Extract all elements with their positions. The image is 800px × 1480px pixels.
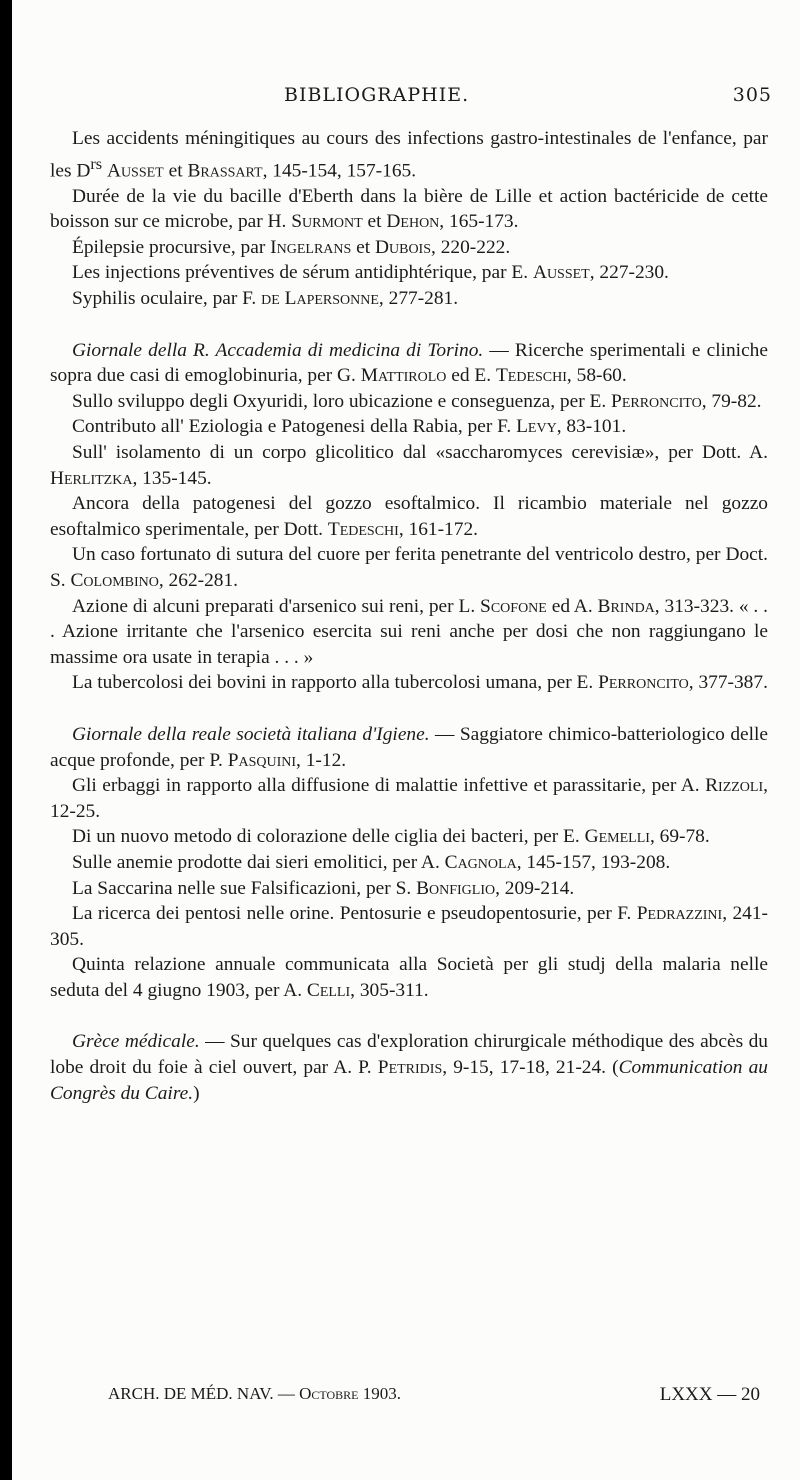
author-name: Pedrazzini xyxy=(636,903,723,925)
bib-entry: Sulle anemie prodotte dai sieri emolitici, per A. Cagnola, 145-157, 193-208. xyxy=(72,851,671,873)
page-number: 305 xyxy=(732,84,772,106)
author-name: Perroncito xyxy=(611,390,702,412)
bib-entry: Azione di alcuni preparati d'arsenico sui reni, per L. Scofone ed A. Brinda, 313-323. « . . . Azione irritante che l'arsenico esercita sui reni anche per dosi che non raggiungano le massime ora usate in terapia . . . » xyxy=(50,595,768,668)
bib-entry: Di un nuovo metodo di colorazione delle ciglia dei bacteri, per E. Gemelli, 69-78. xyxy=(72,826,710,848)
bib-entry: La ricerca dei pentosi nelle orine. Pentosurie e pseudopentosurie, per F. Pedrazzini, 241-305. xyxy=(50,903,768,950)
author-name: Perroncito xyxy=(598,672,689,694)
volume-signature: LXXX — 20 xyxy=(659,1384,760,1405)
author-name: Dehon xyxy=(386,211,440,233)
bib-entry: Giornale della R. Accademia di medicina di Torino. — Ricerche sperimentali e cliniche sopra due casi di emoglobinuria, per G. Mattirolo ed E. Tedeschi, 58-60. xyxy=(50,339,768,387)
bib-entry: Grèce médicale. — Sur quelques cas d'exploration chirurgicale méthodique des abcès du lobe droit du foie à ciel ouvert, par A. P. Petridis, 9-15, 17-18, 21-24. (Communication au Congrès du Caire.) xyxy=(50,1031,768,1104)
author-name: Bonfiglio xyxy=(416,877,496,899)
bib-entry: Les accidents méningitiques au cours des infections gastro-intestinales de l'enfance, par les $D^{rs}$ Ausset et Brassart, 145-154, 157-165. xyxy=(50,128,768,182)
author-name: Levy xyxy=(516,416,557,438)
author-name: Tedeschi xyxy=(495,365,567,387)
journal-title: Grèce médicale. xyxy=(72,1031,200,1053)
page-footer xyxy=(108,1384,760,1404)
bib-entry: Sullo sviluppo degli Oxyuridi, loro ubicazione e conseguenza, per E. Perroncito, 79-82. xyxy=(72,390,762,412)
bib-entry: Syphilis oculaire, par F. de Lapersonne, 277-281. xyxy=(72,288,459,310)
author-name: Ausset xyxy=(106,160,164,182)
bib-entry: Un caso fortunato di sutura del cuore per ferita penetrante del ventricolo destro, per Doct. S. Colombino, 262-281. xyxy=(50,544,768,591)
bib-entry: Giornale della reale società italiana d'Igiene. — Saggiatore chimico-batteriologico delle acque profonde, per P. Pasquini, 1-12. xyxy=(50,723,768,771)
running-header xyxy=(284,84,772,106)
document-page xyxy=(12,0,800,1480)
author-name: de Lapersonne xyxy=(261,288,379,310)
bibliography-body xyxy=(50,126,768,1106)
journal-title: Giornale della R. Accademia di medicina di Torino. xyxy=(72,339,484,361)
author-name: Cagnola xyxy=(444,851,517,873)
bib-entry: Quinta relazione annuale communicata alla Società per gli studj della malaria nelle seduta del 4 giugno 1903, per A. Celli, 305-311. xyxy=(50,954,768,1001)
bib-entry: Contributo all' Eziologia e Patogenesi della Rabia, per F. Levy, 83-101. xyxy=(72,416,627,438)
bib-entry: Durée de la vie du bacille d'Eberth dans la bière de Lille et action bactéricide de cette boisson sur ce microbe, par H. Surmont et Dehon, 165-173. xyxy=(50,185,768,233)
bib-entry: Gli erbaggi in rapporto alla diffusione di malattie infettive et parassitarie, per A. Rizzoli, 12-25. xyxy=(50,775,768,822)
author-name: Colombino xyxy=(70,569,159,591)
bib-entry: La Saccarina nelle sue Falsificazioni, per S. Bonfiglio, 209-214. xyxy=(72,877,575,899)
author-name: Ingelrans xyxy=(270,236,352,258)
author-name: Ausset xyxy=(532,262,590,284)
author-name: Petridis xyxy=(377,1057,443,1079)
header-title: BIBLIOGRAPHIE. xyxy=(284,84,470,106)
bib-entry: Ancora della patogenesi del gozzo esoftalmico. Il ricambio materiale nel gozzo esoftalmico sperimentale, per Dott. Tedeschi, 161-172. xyxy=(50,493,768,540)
author-name: Brinda xyxy=(597,595,655,617)
bib-entry: La tubercolosi dei bovini in rapporto alla tubercolosi umana, per E. Perroncito, 377-387. xyxy=(72,672,768,694)
author-name: Mattirolo xyxy=(360,365,447,387)
author-name: Herlitzka xyxy=(50,467,133,489)
bib-entry: Épilepsie procursive, par Ingelrans et Dubois, 220-222. xyxy=(72,236,511,258)
author-name: Scofone xyxy=(480,595,547,617)
author-name: Dubois xyxy=(375,236,432,258)
author-name: Celli xyxy=(306,979,351,1001)
citation-note: Communication au Congrès du Caire. xyxy=(50,1057,768,1104)
author-name: Pasquini xyxy=(227,749,297,771)
author-name: Rizzoli xyxy=(705,775,764,797)
author-name: Tedeschi xyxy=(327,518,399,540)
footer-left: ARCH. DE MÉD. NAV. — Octobre 1903. xyxy=(108,1384,402,1403)
author-name: Surmont xyxy=(291,211,363,233)
bib-entry: Les injections préventives de sérum antidiphtérique, par E. Ausset, 227-230. xyxy=(72,262,669,284)
journal-title: Giornale della reale società italiana d'Igiene. xyxy=(72,723,430,745)
bib-entry: Sull' isolamento di un corpo glicolitico dal «saccharomyces cerevisiæ», per Dott. A. Herlitzka, 135-145. xyxy=(50,442,768,489)
author-name: Gemelli xyxy=(584,826,650,848)
author-name: Brassart xyxy=(187,160,263,182)
